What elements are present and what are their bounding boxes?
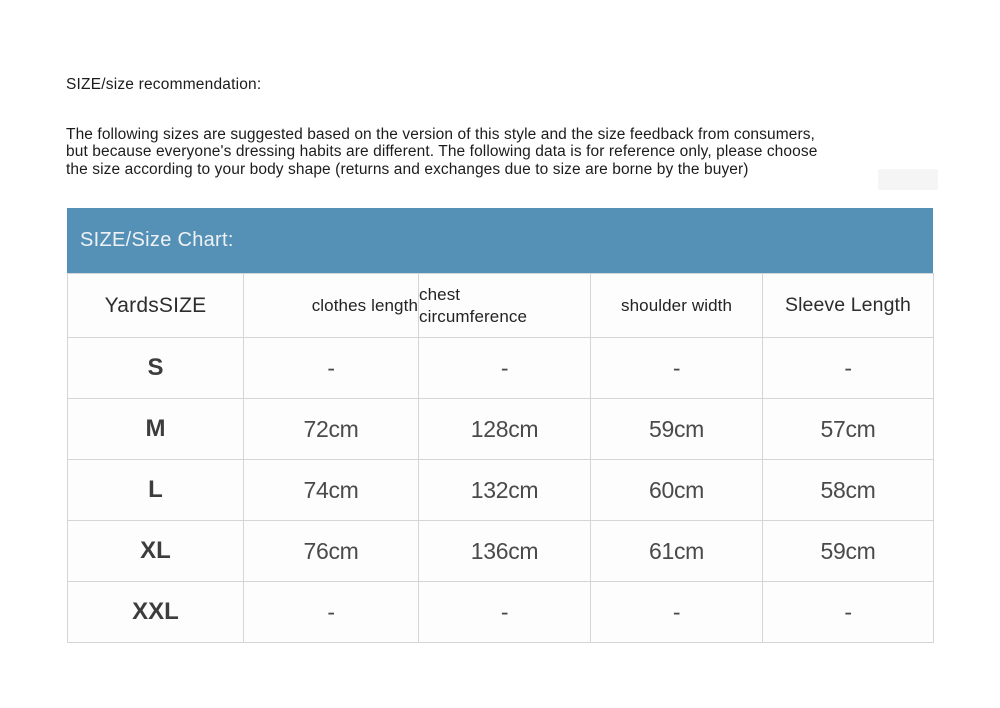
value-cell: - (244, 338, 419, 399)
size-chart (67, 208, 933, 643)
column-header-size: YardsSIZE (68, 274, 244, 338)
column-header-clothes-length: clothes length (244, 274, 419, 338)
column-header-sleeve-length: Sleeve Length (763, 274, 934, 338)
section-heading: SIZE/size recommendation: (66, 76, 262, 93)
value-cell: - (591, 338, 763, 399)
value-cell: 72cm (244, 399, 419, 460)
value-cell: 57cm (763, 399, 934, 460)
chest-circumference-label: chest circumference (419, 284, 528, 326)
value-cell: - (591, 582, 763, 643)
value-cell: - (763, 582, 934, 643)
value-cell: 61cm (591, 521, 763, 582)
watermark-smudge (878, 169, 938, 190)
paragraph-line-3: the size according to your body shape (returns and exchanges due to size are borne by the buyer) (66, 160, 749, 178)
value-cell: 74cm (244, 460, 419, 521)
value-cell: 59cm (763, 521, 934, 582)
table-row-s (68, 338, 934, 399)
value-cell: 136cm (419, 521, 591, 582)
size-label: L (68, 460, 244, 521)
size-label: M (68, 399, 244, 460)
paragraph-line-1: The following sizes are suggested based on the version of this style and the size feedback from consumers, (66, 126, 815, 143)
value-cell: 60cm (591, 460, 763, 521)
column-header-chest-circumference (419, 274, 591, 338)
size-chart-table (67, 273, 934, 643)
table-row-l (68, 460, 934, 521)
size-label: XL (68, 521, 244, 582)
value-cell: 58cm (763, 460, 934, 521)
size-label: S (68, 338, 244, 399)
paragraph-line-2: but because everyone's dressing habits are different. The following data is for reference only, please choose (66, 143, 818, 161)
value-cell: 128cm (419, 399, 591, 460)
size-label: XXL (68, 582, 244, 643)
column-header-shoulder-width: shoulder width (591, 274, 763, 338)
value-cell: - (244, 582, 419, 643)
table-row-xl (68, 521, 934, 582)
size-chart-title-bar (67, 208, 933, 273)
value-cell: - (419, 582, 591, 643)
size-recommendation-text (66, 126, 817, 178)
table-header-row (68, 274, 934, 338)
table-row-xxl (68, 582, 934, 643)
value-cell: - (763, 338, 934, 399)
value-cell: 59cm (591, 399, 763, 460)
value-cell: - (419, 338, 591, 399)
size-chart-title: SIZE/Size Chart: (80, 229, 234, 251)
value-cell: 132cm (419, 460, 591, 521)
value-cell: 76cm (244, 521, 419, 582)
table-row-m (68, 399, 934, 460)
